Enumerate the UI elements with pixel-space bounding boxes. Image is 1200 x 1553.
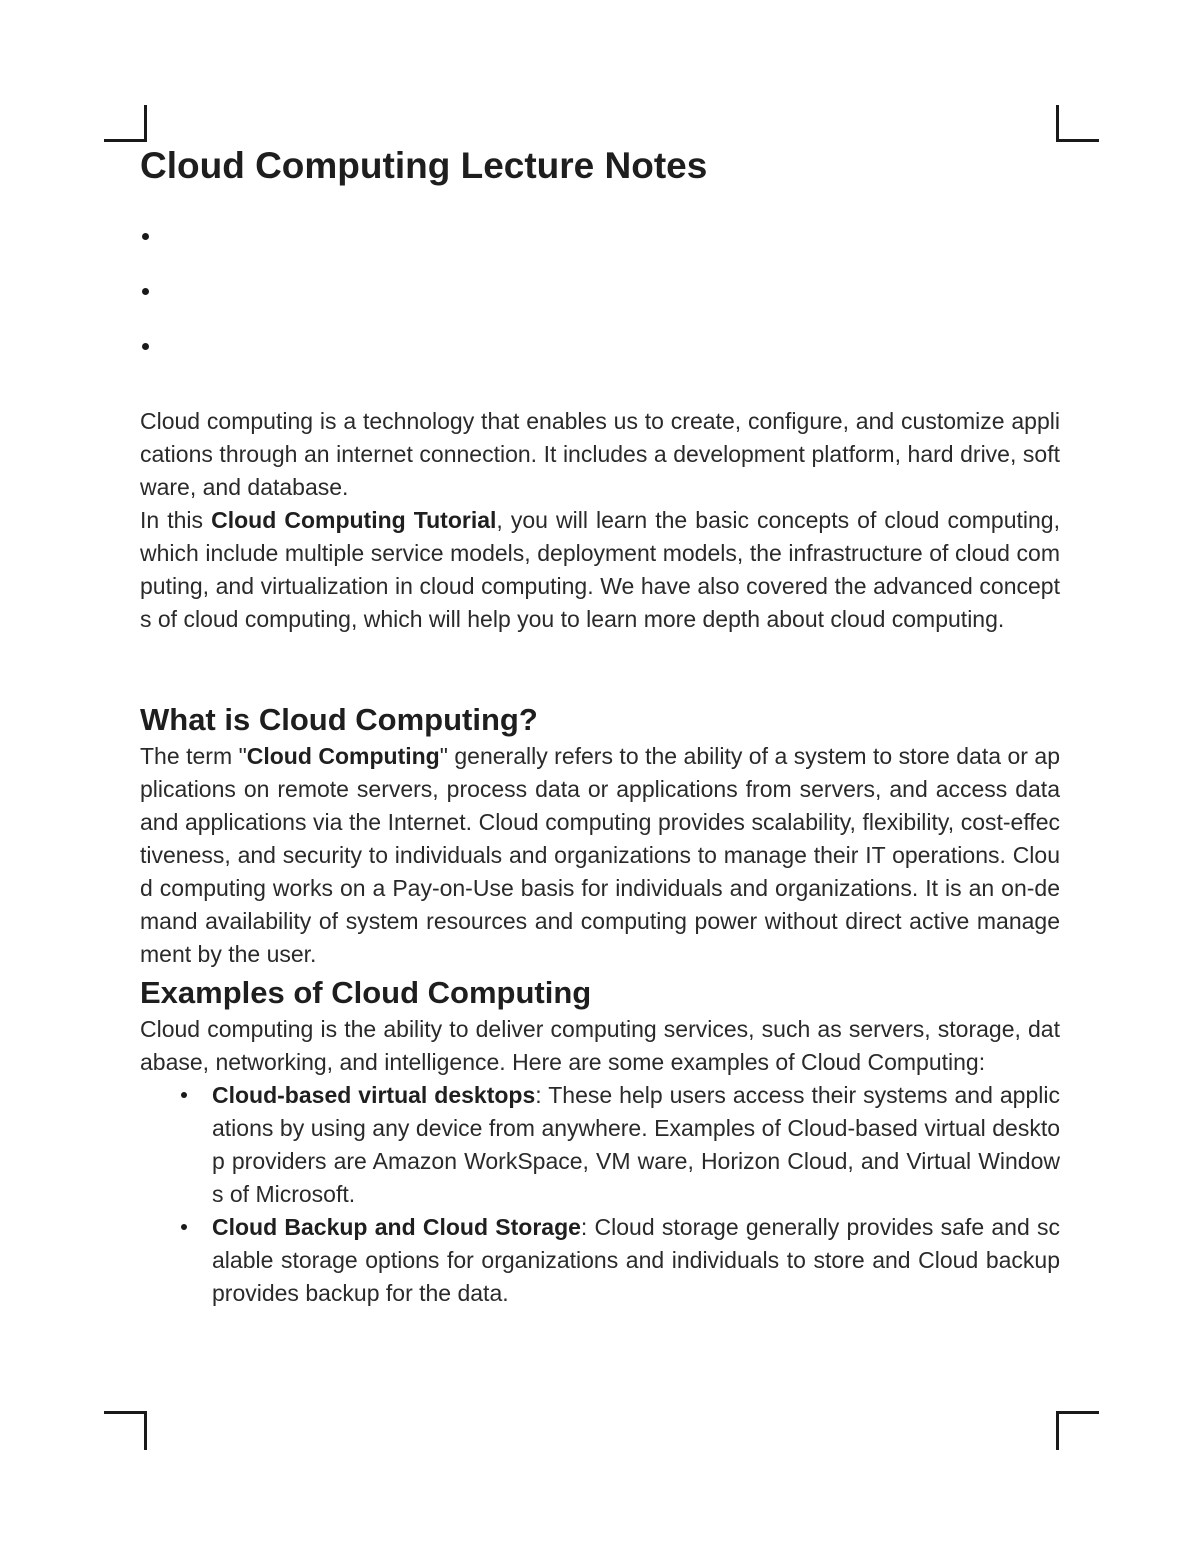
examples-heading: Examples of Cloud Computing xyxy=(140,975,592,1010)
empty-bullet-item xyxy=(140,322,1060,377)
crop-mark-bottom-right xyxy=(1056,1411,1099,1450)
what-is-prefix: The term " xyxy=(140,743,247,769)
empty-bullet-item xyxy=(140,212,1060,267)
intro-paragraph: Cloud computing is a technology that enables us to create, configure, and customize applications through an internet connection. It includes a development platform, hard drive, software, and database. xyxy=(140,408,1060,500)
examples-intro: Cloud computing is the ability to deliver computing services, such as servers, storage, database, networking, and intelligence. Here are some examples of Cloud Computing: xyxy=(140,1016,1060,1075)
crop-mark-bottom-left xyxy=(104,1411,147,1450)
crop-mark-top-left xyxy=(104,105,147,142)
what-is-bold-term: Cloud Computing xyxy=(246,743,440,769)
what-is-suffix: " generally refers to the ability of a system to store data or applications on remote servers, process data or applications from servers, and access data and applications via the Internet. Cloud computing provides scalability, flexibility, cost-effectiveness, and security to individuals and organizations to manage their IT operations. Cloud computing works on a Pay-on-Use basis for individuals and organizations. It is an on-demand availability of system resources and computing power without direct active management by the user. xyxy=(140,743,1061,967)
empty-bullet-list xyxy=(140,212,1060,377)
empty-bullet-item xyxy=(140,267,1060,322)
document-page xyxy=(140,140,1060,1310)
list-item xyxy=(212,1079,1060,1211)
tutorial-prefix: In this xyxy=(140,507,212,533)
tutorial-paragraph xyxy=(140,504,1060,636)
what-is-paragraph xyxy=(140,740,1060,971)
what-is-heading: What is Cloud Computing? xyxy=(140,702,538,737)
example-term: Cloud Backup and Cloud Storage xyxy=(212,1214,581,1240)
example-description: : Cloud storage generally provides safe and scalable storage options for organizations and individuals to store and Cloud backup provides backup for the data. xyxy=(212,1214,1060,1306)
document-title: Cloud Computing Lecture Notes xyxy=(140,145,708,186)
examples-list xyxy=(140,1079,1060,1310)
crop-mark-top-right xyxy=(1056,105,1099,142)
tutorial-bold-term: Cloud Computing Tutorial xyxy=(211,507,497,533)
example-term: Cloud-based virtual desktops xyxy=(212,1082,536,1108)
example-description: : These help users access their systems and applications by using any device from anywhere. Examples of Cloud-based virtual desktop providers are Amazon WorkSpace, VM ware, Horizon Cloud, and Virtual Windows of Microsoft. xyxy=(212,1082,1060,1207)
tutorial-suffix: , you will learn the basic concepts of cloud computing, which include multiple service models, deployment models, the infrastructure of cloud computing, and virtualization in cloud computing. We have also covered the advanced concepts of cloud computing, which will help you to learn more depth about cloud computing. xyxy=(140,507,1060,632)
list-item xyxy=(212,1211,1060,1310)
